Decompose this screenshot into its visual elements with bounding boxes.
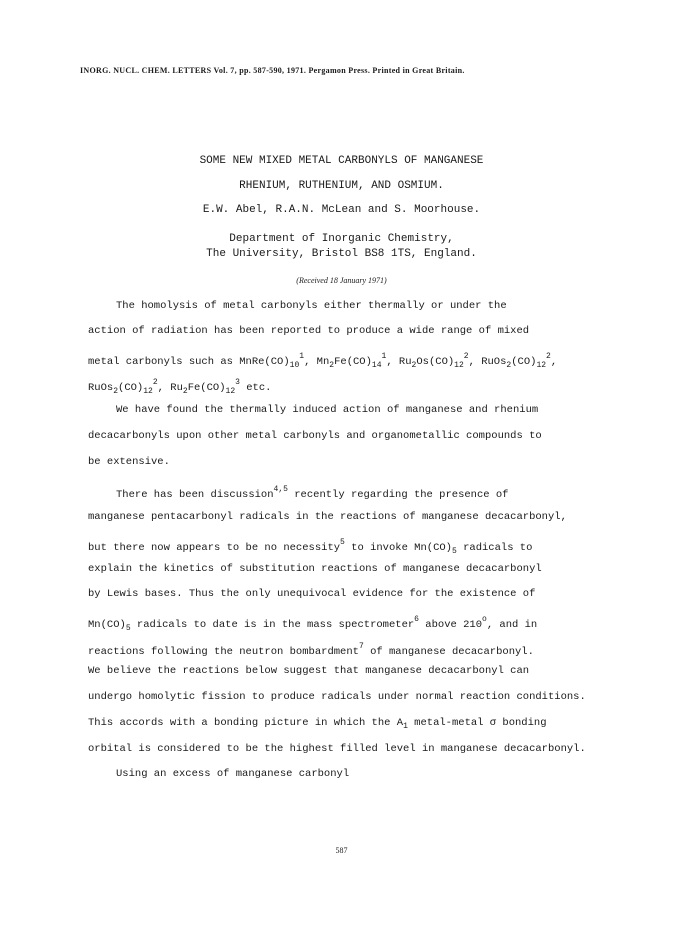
p1-line-2: action of radiation has been reported to produce a wide range of mixed (88, 325, 530, 337)
received-date: (Received 18 January 1971) (296, 276, 387, 285)
p2-line-2: decacarbonyls upon other metal carbonyls and organometallic compounds to (88, 430, 542, 442)
authors: E.W. Abel, R.A.N. McLean and S. Moorhouse. (202, 204, 481, 216)
p3-line-2: manganese pentacarbonyl radicals in the reactions of manganese decacarbonyl, (88, 511, 567, 523)
affiliation-department: Department of Inorganic Chemistry, (229, 233, 454, 245)
p3-line-1: There has been discussion$^{4,5}$ recently regarding the presence of (116, 485, 509, 501)
p3-line-10: This accords with a bonding picture in which the $A_1$ metal-metal σ bonding (88, 717, 547, 731)
p1-line-1: The homolysis of metal carbonyls either thermally or under the (116, 300, 507, 312)
p1-line-4: $RuOs_2(CO)_{12}^2$, $Ru_2Fe(CO)_{12}^3$ etc. (88, 378, 272, 396)
affiliation-university: The University, Bristol BS8 1TS, England. (206, 248, 477, 260)
p4-line-1: Using an excess of manganese carbonyl (116, 768, 350, 780)
p2-line-3: be extensive. (88, 456, 170, 468)
p3-line-11: orbital is considered to be the highest filled level in manganese decacarbonyl. (88, 743, 586, 755)
p3-line-4: explain the kinetics of substitution reactions of manganese decacarbonyl (88, 563, 542, 575)
page-number: 587 (335, 846, 348, 855)
journal-header: INORG. NUCL. CHEM. LETTERS Vol. 7, pp. 587-590, 1971. Pergamon Press. Printed in Great Britain. (80, 66, 465, 75)
title-line-2: RHENIUM, RUTHENIUM, AND OSMIUM. (239, 180, 444, 192)
p3-line-9: undergo homolytic fission to produce radicals under normal reaction conditions. (88, 691, 586, 703)
title-line-1: SOME NEW MIXED METAL CARBONYLS OF MANGANESE (199, 155, 484, 167)
p3-line-7: reactions following the neutron bombardment$^7$ of manganese decacarbonyl. (88, 642, 534, 658)
p1-line-3: metal carbonyls such as $MnRe(CO)_{10}^1$, $Mn_2Fe(CO)_{14}^1$, $Ru_2Os(CO)_{12}^2$, $RuOs_2(CO)_{12}^2$, (88, 352, 558, 370)
p3-line-3: but there now appears to be no necessity$^5$ to invoke $Mn(CO)_5$ radicals to (88, 538, 533, 556)
p2-line-1: We have found the thermally induced action of manganese and rhenium (116, 404, 539, 416)
p3-line-5: by Lewis bases. Thus the only unequivocal evidence for the existence of (88, 588, 536, 600)
p3-line-6: $Mn(CO)_5$ radicals to date is in the mass spectrometer$^6$ above 210$^o$, and in (88, 615, 538, 633)
p3-line-8: We believe the reactions below suggest that manganese decacarbonyl can (88, 665, 530, 677)
